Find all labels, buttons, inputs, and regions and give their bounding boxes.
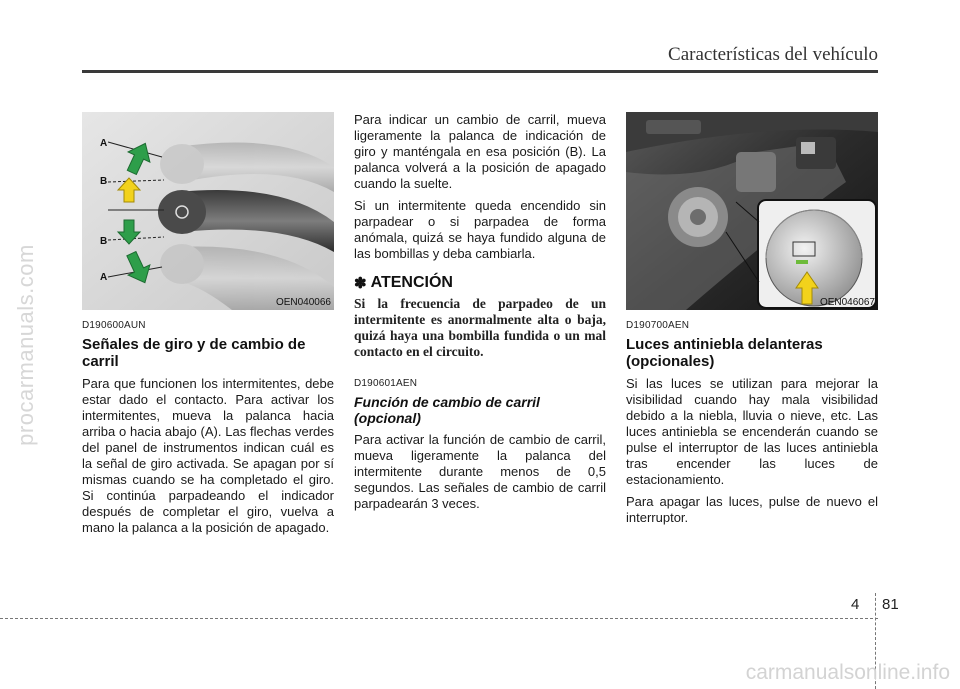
body-paragraph: Si un intermitente queda encendido sin parpadear o si parpadea de forma anómala, quizá se haya fundido alguna de las bombillas y deba cambiarla. — [354, 198, 606, 261]
figure-code: OEN040066 — [275, 297, 331, 308]
footer-rule — [0, 618, 878, 619]
turn-signal-lever-figure — [82, 112, 334, 310]
bottom-watermark: carmanualsonline.info — [745, 661, 950, 684]
figure-label-b-bottom: B — [100, 236, 108, 247]
attention-heading — [354, 274, 606, 292]
attention-title: ATENCIÓN — [370, 274, 453, 291]
figure-label-a-top: A — [100, 138, 108, 149]
page-header-title: Características del vehículo — [668, 44, 878, 65]
attention-body: Si la frecuencia de parpadeo de un intermitente es anormalmente alta o baja, quizá haya una bombilla fundida o un mal contacto en el circuito. — [354, 296, 606, 359]
section-code: D190600AUN — [82, 320, 146, 331]
section-heading: Señales de giro y de cambio de carril — [82, 336, 306, 370]
chapter-number: 4 — [851, 596, 860, 613]
fog-light-switch-illustration — [626, 112, 878, 310]
body-paragraph: Para indicar un cambio de carril, mueva ligeramente la palanca de indicación de giro y manténgala en esa posición (B). La palanca volverá a la posición de apagado cuando la suelte. — [354, 112, 606, 191]
header-rule — [82, 70, 878, 73]
body-paragraph: Para activar la función de cambio de carril, mueva ligeramente la palanca del intermitente durante menos de 0,5 segundos. Las señales de cambio de carril parpadearán 3 veces. — [354, 432, 606, 511]
figure-code: OEN046067 — [819, 297, 875, 308]
figure-label-b-top: B — [100, 176, 108, 187]
side-watermark-text: procarmanuals.com — [13, 243, 38, 446]
figure-label-a-bottom: A — [100, 272, 108, 283]
fog-light-switch-figure — [626, 112, 878, 310]
column-middle — [354, 112, 606, 512]
column-left — [82, 112, 334, 536]
section-code: D190700AEN — [626, 320, 690, 331]
section-code: D190601AEN — [354, 378, 418, 389]
body-paragraph: Para que funcionen los intermitentes, debe estar dado el contacto. Para activar los intermitentes, mueva la palanca hacia arriba o hacia abajo (A). Las flechas verdes del panel de instrumentos indican cuál es la señal de giro activada. Se apagan por sí mismas cuando se ha completado el giro. Si continúa parpadeando el indicador después de completar el giro, vuelva a mano la palanca a la posición de apagado. — [82, 376, 334, 535]
page-number: 81 — [882, 596, 899, 613]
section-heading: Función de cambio de carril (opcional) — [354, 394, 540, 426]
column-right — [626, 112, 878, 526]
body-paragraph: Para apagar las luces, pulse de nuevo el interruptor. — [626, 494, 878, 525]
turn-signal-lever-illustration — [82, 112, 334, 310]
body-paragraph: Si las luces se utilizan para mejorar la visibilidad cuando hay mala visibilidad debido a la niebla, lluvia o nieve, etc. Las luces antiniebla se encenderán cuando se pulse el interruptor de las luces antiniebla tras encender las luces de estacionamiento. — [626, 376, 878, 487]
side-watermark — [8, 0, 44, 689]
asterisk-icon: ✽ — [354, 275, 367, 292]
section-heading: Luces antiniebla delanteras (opcionales) — [626, 336, 823, 370]
